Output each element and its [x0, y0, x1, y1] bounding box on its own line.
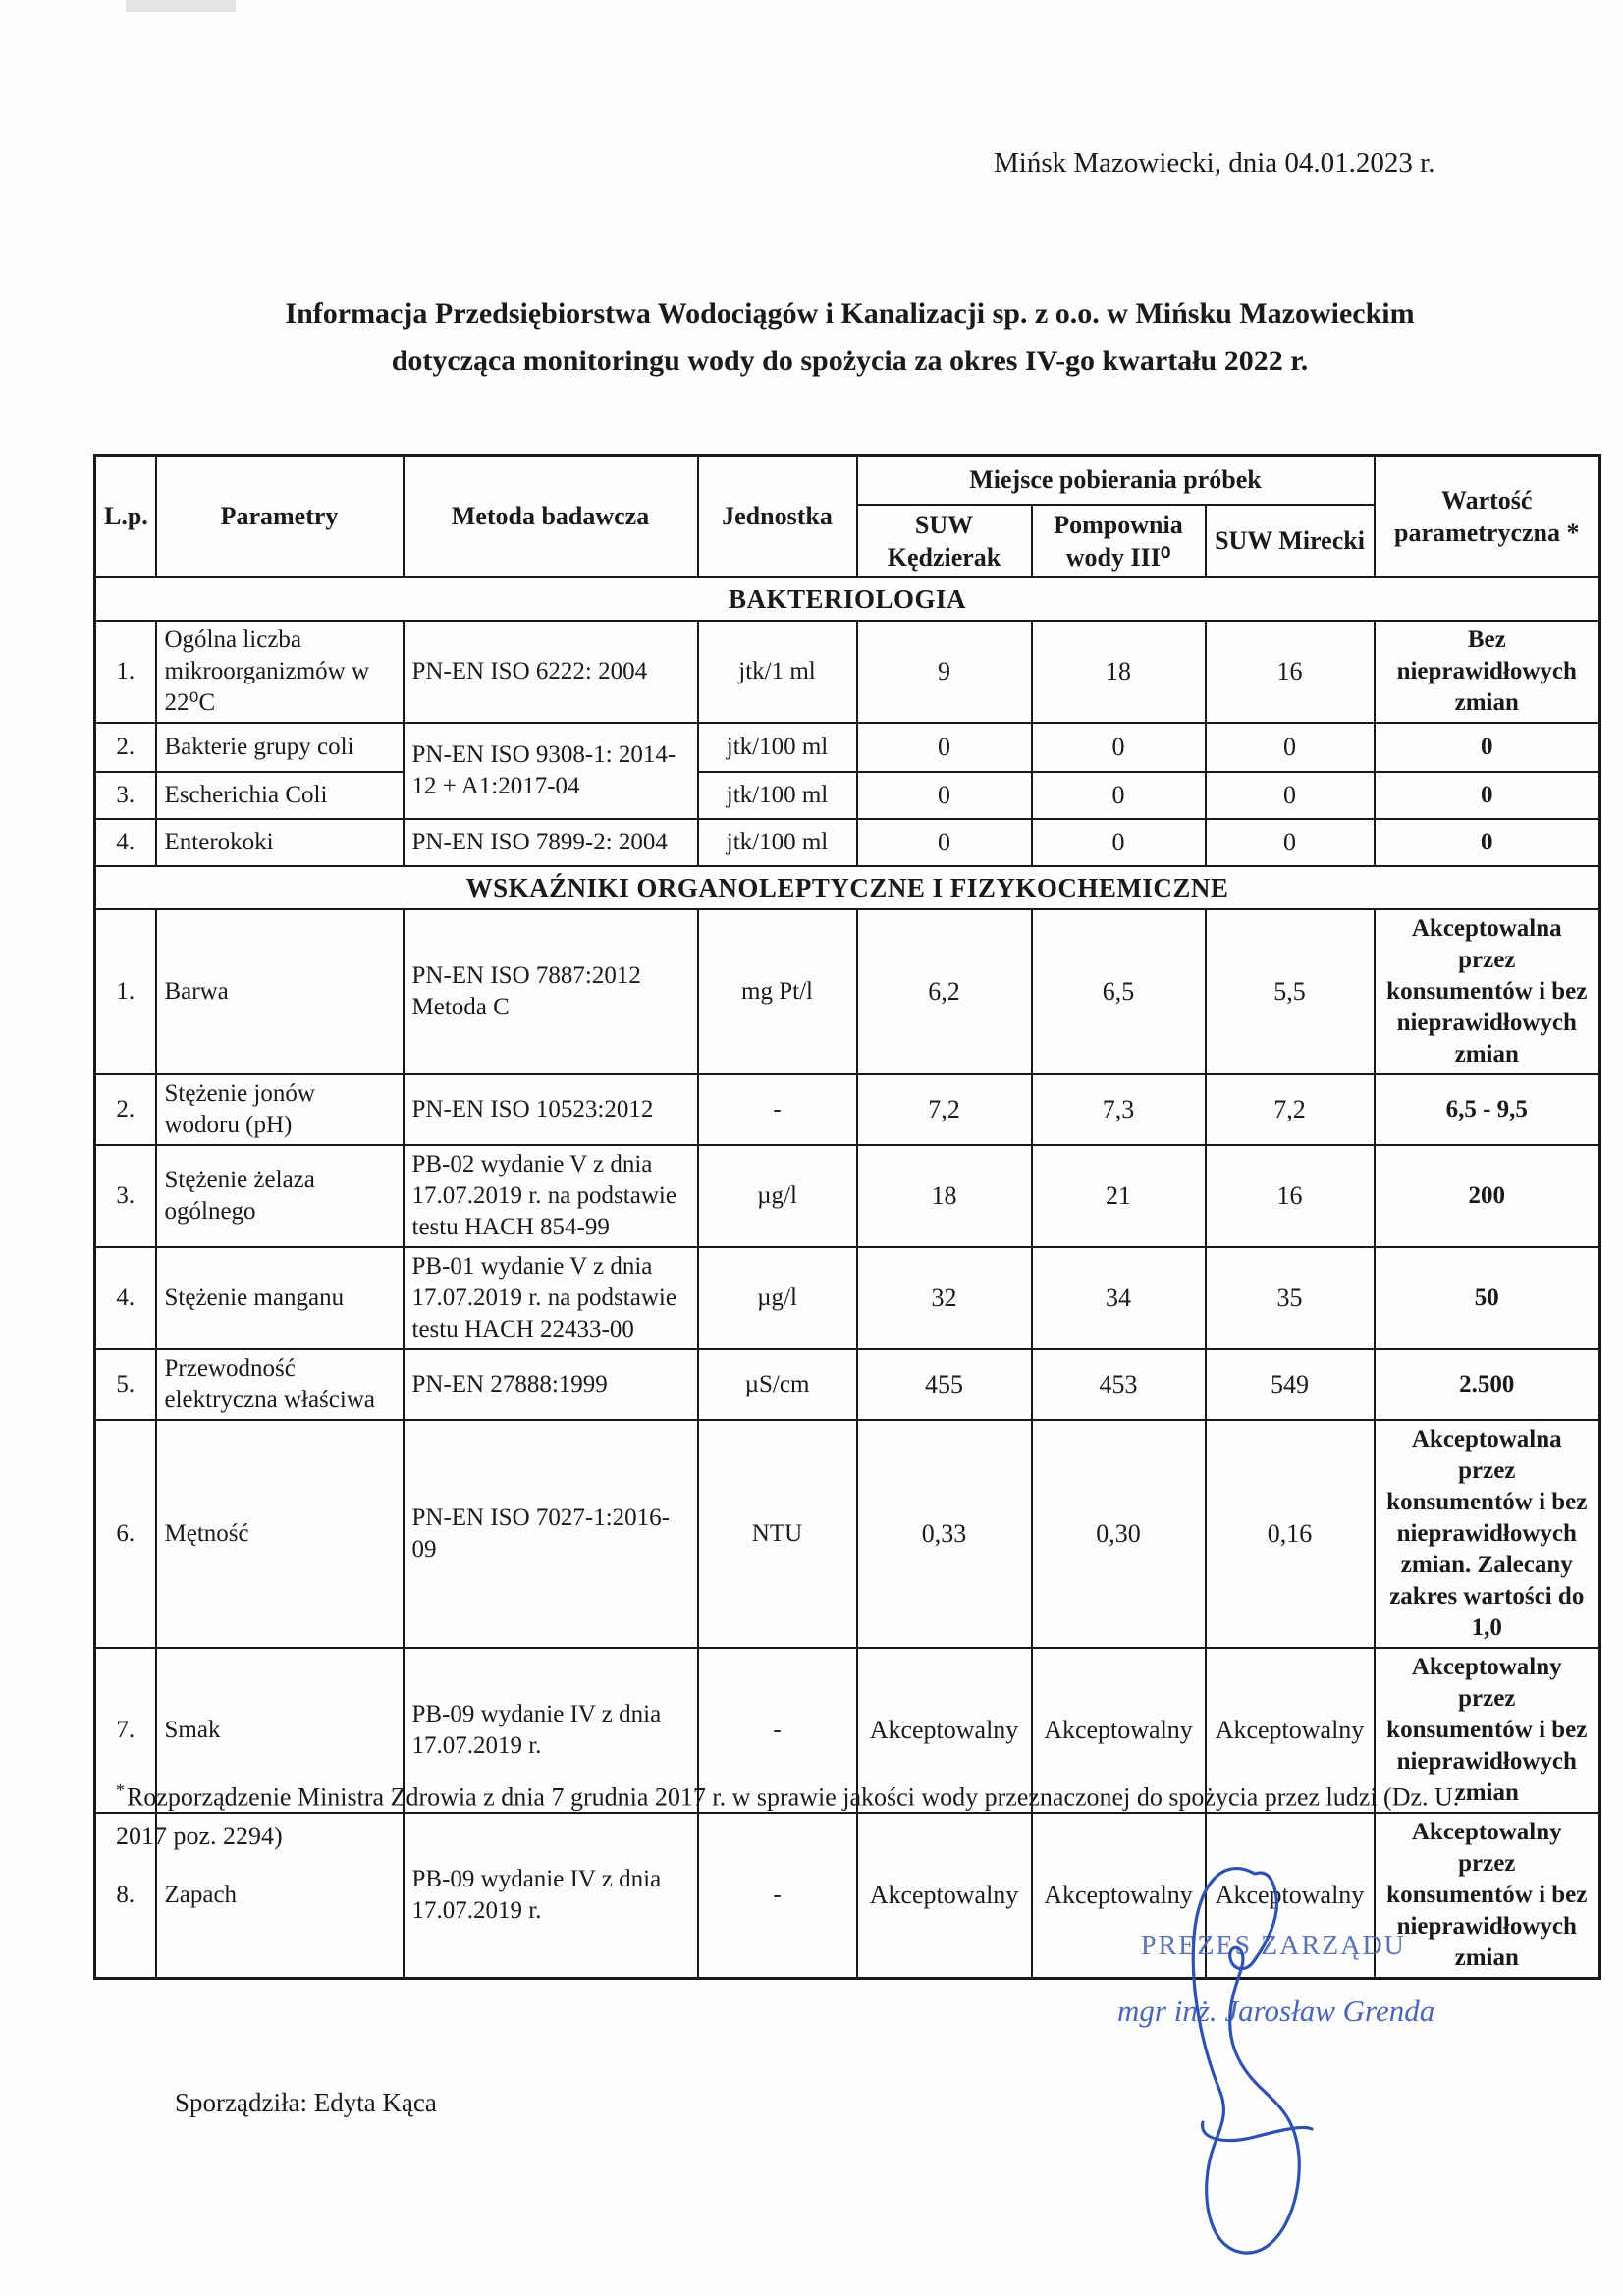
cell-value-site3: 0: [1206, 772, 1375, 819]
cell-jednostka: µg/l: [698, 1247, 857, 1349]
cell-value-site3: 16: [1206, 1145, 1375, 1247]
stamp-role-title: PREZES ZARZĄDU: [1141, 1931, 1406, 1961]
date-line: Mińsk Mazowiecki, dnia 04.01.2023 r.: [994, 147, 1435, 179]
cell-jednostka: jtk/100 ml: [698, 819, 857, 866]
cell-value-site2: Akceptowalny: [1032, 1648, 1206, 1813]
cell-wartosc: Akceptowalna przez konsumentów i bez nieprawidłowych zmian: [1375, 909, 1600, 1074]
cell-value-site3: 0,16: [1206, 1420, 1375, 1648]
cell-wartosc: 2.500: [1375, 1349, 1600, 1420]
cell-wartosc: Akceptowalna przez konsumentów i bez nieprawidłowych zmian. Zalecany zakres wartości do 1,0: [1375, 1420, 1600, 1648]
column-header-miejsce: Miejsce pobierania próbek: [857, 456, 1375, 505]
footnote: [116, 1777, 1502, 1855]
cell-value-site1: Akceptowalny: [857, 1648, 1032, 1813]
cell-lp: 3.: [95, 772, 156, 819]
table-row: [95, 621, 1600, 723]
column-header-wartosc: Wartość parametryczna *: [1375, 456, 1600, 578]
cell-value-site2: 18: [1032, 621, 1206, 723]
cell-value-site3: Akceptowalny: [1206, 1813, 1375, 1979]
cell-parametry: Stężenie żelaza ogólnego: [156, 1145, 404, 1247]
cell-parametry: Ogólna liczba mikroorganizmów w 22⁰C: [156, 621, 404, 723]
cell-metoda: PB-09 wydanie IV z dnia 17.07.2019 r.: [404, 1648, 698, 1813]
cell-value-site3: 0: [1206, 819, 1375, 866]
cell-metoda: PB-09 wydanie IV z dnia 17.07.2019 r.: [404, 1813, 698, 1979]
cell-jednostka: µg/l: [698, 1145, 857, 1247]
cell-jednostka: jtk/1 ml: [698, 621, 857, 723]
cell-lp: 3.: [95, 1145, 156, 1247]
signature-ink-loop: [1193, 1869, 1299, 2254]
section-row-bakteriologia: [95, 577, 1600, 621]
cell-lp: 1.: [95, 909, 156, 1074]
cell-lp: 8.: [95, 1813, 156, 1979]
cell-value-site2: 21: [1032, 1145, 1206, 1247]
cell-value-site2: 7,3: [1032, 1074, 1206, 1145]
cell-value-site1: Akceptowalny: [857, 1813, 1032, 1979]
cell-jednostka: -: [698, 1648, 857, 1813]
cell-wartosc: 6,5 - 9,5: [1375, 1074, 1600, 1145]
cell-value-site2: 0: [1032, 819, 1206, 866]
cell-lp: 6.: [95, 1420, 156, 1648]
cell-value-site2: 0: [1032, 723, 1206, 772]
cell-wartosc: Bez nieprawidłowych zmian: [1375, 621, 1600, 723]
cell-metoda: PB-02 wydanie V z dnia 17.07.2019 r. na podstawie testu HACH 854-99: [404, 1145, 698, 1247]
prepared-by-line: Sporządziła: Edyta Kąca: [175, 2088, 437, 2117]
table-row: [95, 772, 1600, 819]
cell-value-site2: 453: [1032, 1349, 1206, 1420]
column-header-site3: SUW Mirecki: [1206, 505, 1375, 578]
document-title-line2: dotycząca monitoringu wody do spożycia za okres IV-go kwartału 2022 r.: [391, 345, 1309, 377]
cell-parametry: Enterokoki: [156, 819, 404, 866]
cell-parametry: Stężenie manganu: [156, 1247, 404, 1349]
column-header-metoda: Metoda badawcza: [404, 456, 698, 578]
header-row-top: [95, 456, 1600, 505]
cell-wartosc: Akceptowalny przez konsumentów i bez nieprawidłowych zmian: [1375, 1648, 1600, 1813]
cell-metoda: PN-EN ISO 6222: 2004: [404, 621, 698, 723]
cell-wartosc: 0: [1375, 723, 1600, 772]
cell-parametry: Escherichia Coli: [156, 772, 404, 819]
column-header-parametry: Parametry: [156, 456, 404, 578]
cell-parametry: Stężenie jonów wodoru (pH): [156, 1074, 404, 1145]
section-row-fizykochemiczne: [95, 866, 1600, 909]
table-row: [95, 819, 1600, 866]
cell-value-site3: 0: [1206, 723, 1375, 772]
column-header-jednostka: Jednostka: [698, 456, 857, 578]
column-header-site2: Pompownia wody III⁰: [1032, 505, 1206, 578]
cell-jednostka: µS/cm: [698, 1349, 857, 1420]
cell-parametry: Przewodność elektryczna właściwa: [156, 1349, 404, 1420]
cell-value-site1: 0: [857, 723, 1032, 772]
cell-jednostka: -: [698, 1074, 857, 1145]
stamp-signer-name: mgr inż. Jarosław Grenda: [1117, 1994, 1435, 2028]
cell-value-site1: 6,2: [857, 909, 1032, 1074]
document-title-line1: Informacja Przedsiębiorstwa Wodociągów i Kanalizacji sp. z o.o. w Mińsku Mazowieckim: [285, 298, 1415, 330]
water-quality-table: [93, 454, 1601, 1980]
cell-metoda: PN-EN ISO 7899-2: 2004: [404, 819, 698, 866]
table-row: [95, 1349, 1600, 1420]
cell-wartosc: 0: [1375, 819, 1600, 866]
cell-parametry: Barwa: [156, 909, 404, 1074]
cell-value-site1: 0: [857, 819, 1032, 866]
cell-value-site1: 9: [857, 621, 1032, 723]
document-title: [101, 291, 1598, 385]
cell-parametry: Smak: [156, 1648, 404, 1813]
signature-ink: [1108, 1844, 1453, 2288]
table-row: [95, 1145, 1600, 1247]
cell-value-site1: 455: [857, 1349, 1032, 1420]
cell-value-site3: 7,2: [1206, 1074, 1375, 1145]
cell-value-site2: 6,5: [1032, 909, 1206, 1074]
cell-jednostka: jtk/100 ml: [698, 772, 857, 819]
cell-value-site3: 5,5: [1206, 909, 1375, 1074]
cell-metoda-merged: PN-EN ISO 9308-1: 2014-12 + A1:2017-04: [404, 723, 698, 819]
column-header-site1: SUW Kędzierak: [857, 505, 1032, 578]
section-title: WSKAŹNIKI ORGANOLEPTYCZNE I FIZYKOCHEMICZNE: [95, 866, 1600, 909]
table-row: [95, 1420, 1600, 1648]
footnote-marker: *: [116, 1780, 125, 1800]
cell-metoda: PN-EN 27888:1999: [404, 1349, 698, 1420]
cell-lp: 4.: [95, 819, 156, 866]
cell-metoda: PN-EN ISO 7027-1:2016-09: [404, 1420, 698, 1648]
cell-lp: 5.: [95, 1349, 156, 1420]
cell-value-site1: 18: [857, 1145, 1032, 1247]
cell-parametry: Zapach: [156, 1813, 404, 1979]
cell-value-site3: Akceptowalny: [1206, 1648, 1375, 1813]
cell-wartosc: 50: [1375, 1247, 1600, 1349]
section-title: BAKTERIOLOGIA: [95, 577, 1600, 621]
table-row: [95, 1074, 1600, 1145]
cell-lp: 7.: [95, 1648, 156, 1813]
scan-artifact: [126, 0, 236, 12]
cell-value-site3: 16: [1206, 621, 1375, 723]
cell-value-site1: 32: [857, 1247, 1032, 1349]
cell-jednostka: mg Pt/l: [698, 909, 857, 1074]
cell-jednostka: NTU: [698, 1420, 857, 1648]
cell-jednostka: -: [698, 1813, 857, 1979]
cell-value-site1: 0,33: [857, 1420, 1032, 1648]
cell-value-site3: 549: [1206, 1349, 1375, 1420]
cell-metoda: PB-01 wydanie V z dnia 17.07.2019 r. na podstawie testu HACH 22433-00: [404, 1247, 698, 1349]
table-row: [95, 909, 1600, 1074]
table-row: [95, 1247, 1600, 1349]
cell-value-site3: 35: [1206, 1247, 1375, 1349]
cell-parametry: Bakterie grupy coli: [156, 723, 404, 772]
cell-wartosc: 0: [1375, 772, 1600, 819]
table-row: [95, 723, 1600, 772]
cell-lp: 2.: [95, 1074, 156, 1145]
cell-value-site2: 0,30: [1032, 1420, 1206, 1648]
cell-value-site1: 7,2: [857, 1074, 1032, 1145]
cell-wartosc: 200: [1375, 1145, 1600, 1247]
cell-value-site2: 0: [1032, 772, 1206, 819]
column-header-lp: L.p.: [95, 456, 156, 578]
cell-lp: 1.: [95, 621, 156, 723]
cell-value-site1: 0: [857, 772, 1032, 819]
table-header: [95, 456, 1600, 578]
cell-wartosc: Akceptowalny przez konsumentów i bez nieprawidłowych zmian: [1375, 1813, 1600, 1979]
cell-parametry: Mętność: [156, 1420, 404, 1648]
cell-value-site2: 34: [1032, 1247, 1206, 1349]
cell-value-site2: Akceptowalny: [1032, 1813, 1206, 1979]
cell-lp: 2.: [95, 723, 156, 772]
cell-metoda: PN-EN ISO 7887:2012 Metoda C: [404, 909, 698, 1074]
cell-jednostka: jtk/100 ml: [698, 723, 857, 772]
footnote-text: Rozporządzenie Ministra Zdrowia z dnia 7 grudnia 2017 r. w sprawie jakości wody przeznaczonej do spożycia przez ludzi (Dz. U. 2017 poz. 2294): [116, 1782, 1460, 1850]
cell-lp: 4.: [95, 1247, 156, 1349]
cell-metoda: PN-EN ISO 10523:2012: [404, 1074, 698, 1145]
